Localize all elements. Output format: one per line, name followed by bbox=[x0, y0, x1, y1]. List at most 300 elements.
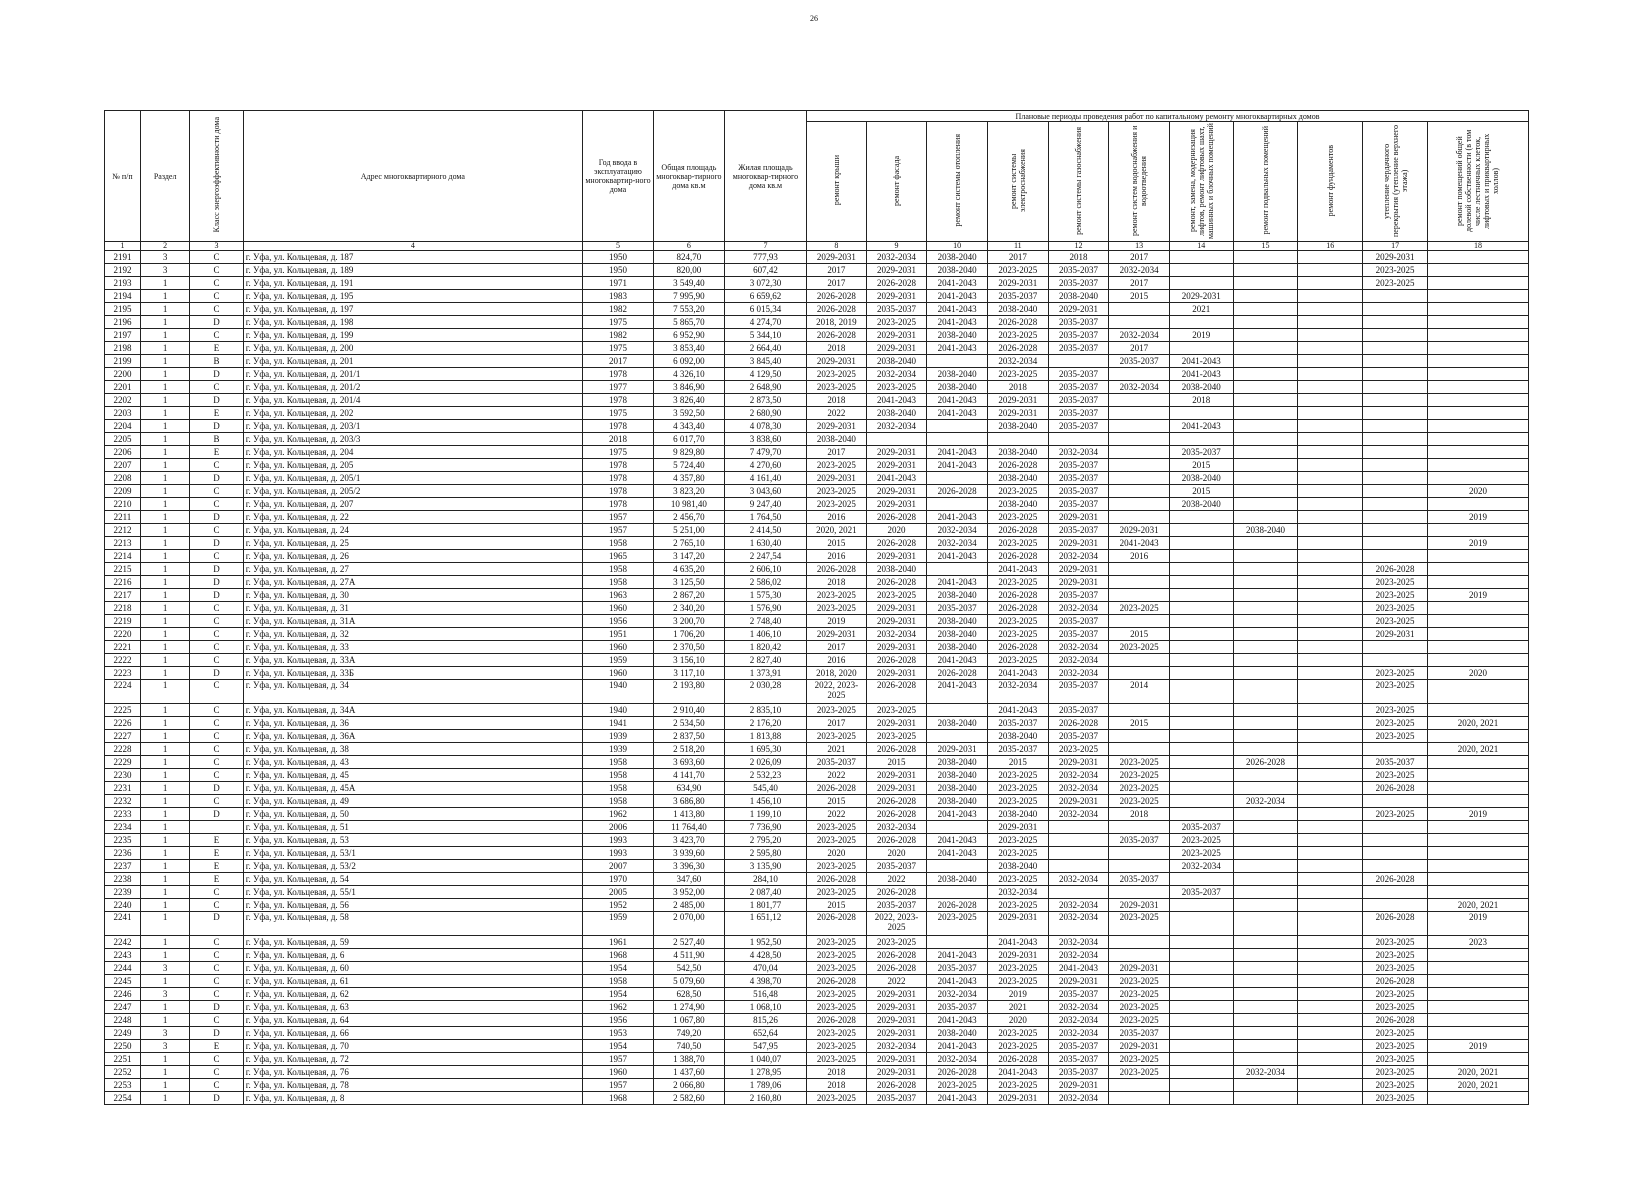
table-cell: 2247 bbox=[105, 1001, 141, 1014]
table-cell: 2041-2043 bbox=[988, 936, 1049, 949]
table-cell: 2029-2031 bbox=[866, 485, 927, 498]
table-cell: 2029-2031 bbox=[1048, 537, 1109, 550]
table-cell bbox=[1363, 899, 1428, 912]
table-cell: 2018 bbox=[988, 381, 1049, 394]
table-cell: 2023-2025 bbox=[1048, 743, 1109, 756]
table-cell bbox=[927, 886, 988, 899]
table-cell: г. Уфа, ул. Кольцевая, д. 204 bbox=[243, 446, 582, 459]
header-col-6: Общая площадь многоквар-тирного дома кв.м bbox=[653, 111, 724, 242]
table-cell: 2023-2025 bbox=[988, 769, 1049, 782]
table-cell: 2023-2025 bbox=[1109, 912, 1170, 936]
header-supertitle: Плановые периоды проведения работ по капитальному ремонту многоквартирных домов bbox=[807, 111, 1529, 122]
table-cell: 1959 bbox=[583, 912, 654, 936]
table-cell: 2208 bbox=[105, 472, 141, 485]
table-cell: 2213 bbox=[105, 537, 141, 550]
table-cell bbox=[1169, 1066, 1233, 1079]
table-cell: г. Уфа, ул. Кольцевая, д. 207 bbox=[243, 498, 582, 511]
table-row bbox=[105, 912, 1529, 936]
table-cell: 1975 bbox=[583, 407, 654, 420]
table-cell bbox=[1048, 860, 1109, 873]
table-cell: 2023-2025 bbox=[988, 329, 1049, 342]
table-cell: 815,26 bbox=[724, 1014, 806, 1027]
table-cell: 2023-2025 bbox=[866, 704, 927, 717]
table-cell bbox=[1169, 795, 1233, 808]
table-cell: 2029-2031 bbox=[1048, 756, 1109, 769]
table-cell bbox=[1427, 886, 1528, 899]
table-cell: 2253 bbox=[105, 1079, 141, 1092]
table-cell: 2032-2034 bbox=[1048, 667, 1109, 680]
table-cell: 2020, 2021 bbox=[1427, 899, 1528, 912]
table-cell: г. Уфа, ул. Кольцевая, д. 205/1 bbox=[243, 472, 582, 485]
table-cell bbox=[1109, 730, 1170, 743]
table-cell: 1 040,07 bbox=[724, 1053, 806, 1066]
table-cell bbox=[1427, 251, 1528, 264]
table-cell: 2041-2043 bbox=[927, 407, 988, 420]
table-cell: 2038-2040 bbox=[866, 407, 927, 420]
table-cell: 2032-2034 bbox=[988, 355, 1049, 368]
table-cell bbox=[1109, 1079, 1170, 1092]
table-cell: 1 bbox=[140, 329, 189, 342]
table-cell: 2023-2025 bbox=[807, 1027, 867, 1040]
table-cell: 1 bbox=[140, 680, 189, 704]
table-cell: 2020, 2021 bbox=[1427, 1079, 1528, 1092]
table-cell: г. Уфа, ул. Кольцевая, д. 27А bbox=[243, 576, 582, 589]
table-row bbox=[105, 1027, 1529, 1040]
table-cell: 2019 bbox=[1427, 511, 1528, 524]
table-cell: 2038-2040 bbox=[988, 860, 1049, 873]
table-cell: 2038-2040 bbox=[866, 355, 927, 368]
table-cell: 9 247,40 bbox=[724, 498, 806, 511]
table-cell: 1 406,10 bbox=[724, 628, 806, 641]
table-cell: 2023-2025 bbox=[807, 498, 867, 511]
table-cell: D bbox=[190, 511, 243, 524]
table-cell: г. Уфа, ул. Кольцевая, д. 202 bbox=[243, 407, 582, 420]
table-cell: 2021 bbox=[807, 743, 867, 756]
table-cell: 2020, 2021 bbox=[1427, 743, 1528, 756]
table-cell bbox=[1233, 1079, 1298, 1092]
table-cell bbox=[1109, 654, 1170, 667]
table-cell bbox=[1363, 795, 1428, 808]
table-cell: 1982 bbox=[583, 329, 654, 342]
table-cell: C bbox=[190, 628, 243, 641]
table-cell bbox=[1427, 756, 1528, 769]
table-cell bbox=[1233, 975, 1298, 988]
table-cell: 1 bbox=[140, 615, 189, 628]
table-cell bbox=[1427, 860, 1528, 873]
table-row bbox=[105, 717, 1529, 730]
table-cell: 1 bbox=[140, 537, 189, 550]
table-cell bbox=[1169, 407, 1233, 420]
table-cell: 2038-2040 bbox=[927, 329, 988, 342]
table-row bbox=[105, 641, 1529, 654]
table-row bbox=[105, 847, 1529, 860]
table-row bbox=[105, 1066, 1529, 1079]
table-cell: 2195 bbox=[105, 303, 141, 316]
table-cell: 1 bbox=[140, 912, 189, 936]
table-cell bbox=[1363, 459, 1428, 472]
table-cell: г. Уфа, ул. Кольцевая, д. 201/1 bbox=[243, 368, 582, 381]
table-cell: 2041-2043 bbox=[927, 975, 988, 988]
table-cell bbox=[1233, 446, 1298, 459]
table-cell: г. Уфа, ул. Кольцевая, д. 201/2 bbox=[243, 381, 582, 394]
table-cell: г. Уфа, ул. Кольцевая, д. 76 bbox=[243, 1066, 582, 1079]
table-cell bbox=[1298, 511, 1363, 524]
table-cell: 2029-2031 bbox=[807, 251, 867, 264]
table-cell: г. Уфа, ул. Кольцевая, д. 62 bbox=[243, 988, 582, 1001]
table-cell: 2035-2037 bbox=[1048, 459, 1109, 472]
table-cell: 2018 bbox=[1048, 251, 1109, 264]
table-cell: 1 bbox=[140, 550, 189, 563]
table-cell bbox=[1363, 550, 1428, 563]
table-cell: 1960 bbox=[583, 641, 654, 654]
table-cell: D bbox=[190, 1001, 243, 1014]
table-cell: 1 952,50 bbox=[724, 936, 806, 949]
table-cell: 1 bbox=[140, 756, 189, 769]
table-cell: 2035-2037 bbox=[927, 962, 988, 975]
table-cell bbox=[1233, 485, 1298, 498]
table-cell: 1958 bbox=[583, 795, 654, 808]
table-cell bbox=[1169, 873, 1233, 886]
table-cell bbox=[1298, 899, 1363, 912]
table-cell: 1 820,42 bbox=[724, 641, 806, 654]
table-cell bbox=[927, 730, 988, 743]
table-cell: C bbox=[190, 756, 243, 769]
table-cell: 2023-2025 bbox=[807, 602, 867, 615]
table-cell bbox=[1427, 563, 1528, 576]
table-cell: 2038-2040 bbox=[927, 381, 988, 394]
table-cell: 2019 bbox=[988, 988, 1049, 1001]
table-cell: 2026-2028 bbox=[807, 873, 867, 886]
table-cell: 5 251,00 bbox=[653, 524, 724, 537]
table-cell bbox=[1233, 1053, 1298, 1066]
table-cell bbox=[1427, 576, 1528, 589]
table-cell: г. Уфа, ул. Кольцевая, д. 61 bbox=[243, 975, 582, 988]
table-cell: 2038-2040 bbox=[927, 615, 988, 628]
table-cell: 2038-2040 bbox=[988, 730, 1049, 743]
table-cell: 2032-2034 bbox=[1048, 446, 1109, 459]
table-cell bbox=[1298, 886, 1363, 899]
table-cell: 3 043,60 bbox=[724, 485, 806, 498]
table-row bbox=[105, 524, 1529, 537]
table-cell: 2029-2031 bbox=[1109, 524, 1170, 537]
table-cell: 1 437,60 bbox=[653, 1066, 724, 1079]
table-cell: 1970 bbox=[583, 873, 654, 886]
table-cell: 2020, 2021 bbox=[807, 524, 867, 537]
table-cell: 2035-2037 bbox=[1048, 615, 1109, 628]
table-cell: 1950 bbox=[583, 264, 654, 277]
table-cell bbox=[1427, 821, 1528, 834]
table-cell: 1 bbox=[140, 433, 189, 446]
table-cell: 2029-2031 bbox=[866, 1014, 927, 1027]
table-cell: 2032-2034 bbox=[1048, 1092, 1109, 1105]
table-cell bbox=[1298, 446, 1363, 459]
table-cell: г. Уфа, ул. Кольцевая, д. 24 bbox=[243, 524, 582, 537]
table-cell: 2035-2037 bbox=[866, 1092, 927, 1105]
table-cell: г. Уфа, ул. Кольцевая, д. 25 bbox=[243, 537, 582, 550]
table-cell: 2022, 2023-2025 bbox=[866, 912, 927, 936]
table-cell: 1 706,20 bbox=[653, 628, 724, 641]
table-cell bbox=[1298, 1053, 1363, 1066]
table-cell: 1 bbox=[140, 1092, 189, 1105]
table-cell: 2026-2028 bbox=[988, 524, 1049, 537]
table-cell bbox=[1109, 847, 1170, 860]
table-cell: 2020 bbox=[807, 847, 867, 860]
table-cell: C bbox=[190, 743, 243, 756]
column-number: 12 bbox=[1048, 242, 1109, 251]
table-cell bbox=[1233, 511, 1298, 524]
table-cell: 2023-2025 bbox=[988, 1027, 1049, 1040]
table-cell: 1 bbox=[140, 1001, 189, 1014]
table-cell bbox=[1233, 743, 1298, 756]
table-cell: 2038-2040 bbox=[927, 873, 988, 886]
table-cell: 2029-2031 bbox=[1109, 899, 1170, 912]
table-row bbox=[105, 511, 1529, 524]
table-cell: 2251 bbox=[105, 1053, 141, 1066]
table-cell: г. Уфа, ул. Кольцевая, д. 45 bbox=[243, 769, 582, 782]
table-cell bbox=[1169, 949, 1233, 962]
table-cell bbox=[1233, 329, 1298, 342]
table-cell: г. Уфа, ул. Кольцевая, д. 33 bbox=[243, 641, 582, 654]
table-cell: C bbox=[190, 602, 243, 615]
table-cell: E bbox=[190, 860, 243, 873]
table-cell: 2032-2034 bbox=[1048, 936, 1109, 949]
table-cell: 1 068,10 bbox=[724, 1001, 806, 1014]
table-cell: 2023-2025 bbox=[807, 1001, 867, 1014]
table-cell: 2023-2025 bbox=[988, 834, 1049, 847]
table-cell bbox=[1298, 1014, 1363, 1027]
table-cell: 2038-2040 bbox=[1233, 524, 1298, 537]
table-cell: 2023-2025 bbox=[988, 264, 1049, 277]
table-cell bbox=[1233, 472, 1298, 485]
table-cell bbox=[1298, 277, 1363, 290]
table-cell: 2041-2043 bbox=[927, 949, 988, 962]
table-cell: г. Уфа, ул. Кольцевая, д. 200 bbox=[243, 342, 582, 355]
table-cell: 2192 bbox=[105, 264, 141, 277]
table-cell: 2038-2040 bbox=[988, 808, 1049, 821]
table-cell: 2041-2043 bbox=[927, 654, 988, 667]
table-row bbox=[105, 860, 1529, 873]
table-cell bbox=[1298, 756, 1363, 769]
table-cell bbox=[1169, 264, 1233, 277]
table-cell: 2035-2037 bbox=[1048, 628, 1109, 641]
table-cell: 740,50 bbox=[653, 1040, 724, 1053]
table-cell: 2210 bbox=[105, 498, 141, 511]
table-cell: C bbox=[190, 290, 243, 303]
table-cell: 2023-2025 bbox=[988, 654, 1049, 667]
table-cell: 2023-2025 bbox=[1109, 795, 1170, 808]
table-cell: 2252 bbox=[105, 1066, 141, 1079]
table-cell: 2041-2043 bbox=[927, 550, 988, 563]
table-cell: 824,70 bbox=[653, 251, 724, 264]
table-cell bbox=[1298, 1066, 1363, 1079]
table-cell: 2023-2025 bbox=[1363, 936, 1428, 949]
table-cell: 1951 bbox=[583, 628, 654, 641]
table-cell: E bbox=[190, 342, 243, 355]
table-row bbox=[105, 1014, 1529, 1027]
table-cell: 2 070,00 bbox=[653, 912, 724, 936]
table-cell: 652,64 bbox=[724, 1027, 806, 1040]
table-cell bbox=[1363, 472, 1428, 485]
table-cell: D bbox=[190, 589, 243, 602]
table-cell: 2029-2031 bbox=[866, 769, 927, 782]
table-cell: 2023-2025 bbox=[1363, 277, 1428, 290]
table-cell: C bbox=[190, 615, 243, 628]
header-col-8: ремонт крыши bbox=[807, 122, 867, 242]
table-cell: г. Уфа, ул. Кольцевая, д. 58 bbox=[243, 912, 582, 936]
table-cell bbox=[1427, 602, 1528, 615]
table-cell: 2029-2031 bbox=[866, 264, 927, 277]
table-cell bbox=[1048, 821, 1109, 834]
table-cell: 2041-2043 bbox=[1169, 368, 1233, 381]
table-cell: 1 bbox=[140, 303, 189, 316]
table-row bbox=[105, 628, 1529, 641]
table-cell: г. Уфа, ул. Кольцевая, д. 8 bbox=[243, 1092, 582, 1105]
table-cell bbox=[1298, 550, 1363, 563]
table-cell: 547,95 bbox=[724, 1040, 806, 1053]
table-cell: 2023-2025 bbox=[1363, 1040, 1428, 1053]
table-cell: 1978 bbox=[583, 472, 654, 485]
table-cell bbox=[1298, 524, 1363, 537]
table-cell bbox=[1363, 446, 1428, 459]
table-cell bbox=[1233, 251, 1298, 264]
table-cell bbox=[1298, 537, 1363, 550]
table-cell bbox=[1109, 576, 1170, 589]
table-cell bbox=[1363, 834, 1428, 847]
table-cell: 1978 bbox=[583, 368, 654, 381]
table-cell bbox=[1298, 962, 1363, 975]
table-cell: 2026-2028 bbox=[1363, 912, 1428, 936]
table-cell: 2193 bbox=[105, 277, 141, 290]
table-cell bbox=[1169, 251, 1233, 264]
table-cell bbox=[1427, 433, 1528, 446]
header-col-15: ремонт подвальных помещений bbox=[1233, 122, 1298, 242]
table-cell: 2 030,28 bbox=[724, 680, 806, 704]
table-cell: E bbox=[190, 446, 243, 459]
table-cell: г. Уфа, ул. Кольцевая, д. 36А bbox=[243, 730, 582, 743]
table-cell: 2029-2031 bbox=[988, 394, 1049, 407]
table-cell: 2234 bbox=[105, 821, 141, 834]
table-cell: 2032-2034 bbox=[927, 524, 988, 537]
table-row bbox=[105, 1079, 1529, 1092]
table-cell: 2023-2025 bbox=[807, 459, 867, 472]
table-cell: 2026-2028 bbox=[927, 899, 988, 912]
table-cell bbox=[1109, 368, 1170, 381]
table-cell: 2035-2037 bbox=[866, 303, 927, 316]
table-cell: 1957 bbox=[583, 1079, 654, 1092]
table-row bbox=[105, 277, 1529, 290]
table-cell bbox=[1233, 459, 1298, 472]
table-cell: 2246 bbox=[105, 988, 141, 1001]
table-cell: 2032-2034 bbox=[1048, 602, 1109, 615]
table-cell: 1 bbox=[140, 834, 189, 847]
table-row bbox=[105, 743, 1529, 756]
table-row bbox=[105, 459, 1529, 472]
table-cell bbox=[1298, 485, 1363, 498]
table-cell bbox=[1233, 537, 1298, 550]
page-number: 26 bbox=[810, 14, 818, 23]
header-col-2: Раздел bbox=[140, 111, 189, 242]
column-number: 8 bbox=[807, 242, 867, 251]
table-cell bbox=[1169, 1001, 1233, 1014]
table-cell: 2038-2040 bbox=[927, 717, 988, 730]
table-cell: 1 bbox=[140, 368, 189, 381]
table-row bbox=[105, 821, 1529, 834]
table-cell: 2 176,20 bbox=[724, 717, 806, 730]
table-cell: 2032-2034 bbox=[1233, 795, 1298, 808]
table-cell bbox=[1169, 1053, 1233, 1066]
table-cell: 4 343,40 bbox=[653, 420, 724, 433]
table-cell: 2032-2034 bbox=[1048, 1027, 1109, 1040]
table-cell bbox=[1427, 329, 1528, 342]
table-cell: 2023-2025 bbox=[1363, 988, 1428, 1001]
table-cell bbox=[1427, 472, 1528, 485]
table-cell: 2 518,20 bbox=[653, 743, 724, 756]
table-cell: 2223 bbox=[105, 667, 141, 680]
table-cell bbox=[1169, 1027, 1233, 1040]
table-cell: 2006 bbox=[583, 821, 654, 834]
table-cell: 2026-2028 bbox=[1363, 563, 1428, 576]
table-cell: 2032-2034 bbox=[1048, 769, 1109, 782]
table-cell: C bbox=[190, 329, 243, 342]
table-cell: 2023-2025 bbox=[1363, 808, 1428, 821]
table-cell: 2022 bbox=[807, 407, 867, 420]
table-cell: 1954 bbox=[583, 988, 654, 1001]
table-cell: C bbox=[190, 949, 243, 962]
column-number: 18 bbox=[1427, 242, 1528, 251]
table-header bbox=[105, 111, 1529, 251]
table-row bbox=[105, 1001, 1529, 1014]
column-number: 9 bbox=[866, 242, 927, 251]
table-cell: 2041-2043 bbox=[927, 1040, 988, 1053]
table-cell: г. Уфа, ул. Кольцевая, д. 205 bbox=[243, 459, 582, 472]
table-cell bbox=[1233, 899, 1298, 912]
column-number-row bbox=[105, 242, 1529, 251]
table-cell: г. Уфа, ул. Кольцевая, д. 70 bbox=[243, 1040, 582, 1053]
table-cell bbox=[1298, 303, 1363, 316]
table-row bbox=[105, 368, 1529, 381]
table-cell: 2023-2025 bbox=[1363, 1053, 1428, 1066]
table-cell: 2236 bbox=[105, 847, 141, 860]
table-cell bbox=[927, 498, 988, 511]
table-cell: 2017 bbox=[1109, 342, 1170, 355]
table-cell: 2041-2043 bbox=[988, 704, 1049, 717]
table-cell: 2019 bbox=[1427, 808, 1528, 821]
table-cell: 3 bbox=[140, 962, 189, 975]
table-cell bbox=[1048, 433, 1109, 446]
table-cell: 2230 bbox=[105, 769, 141, 782]
table-cell bbox=[927, 860, 988, 873]
table-cell: 2194 bbox=[105, 290, 141, 303]
table-cell: 2029-2031 bbox=[1363, 628, 1428, 641]
table-cell bbox=[927, 936, 988, 949]
table-cell bbox=[1169, 769, 1233, 782]
table-cell: 2196 bbox=[105, 316, 141, 329]
table-cell: 2029-2031 bbox=[1048, 576, 1109, 589]
table-cell bbox=[1427, 873, 1528, 886]
table-cell: 2019 bbox=[1427, 912, 1528, 936]
table-cell bbox=[1363, 847, 1428, 860]
table-cell: 2205 bbox=[105, 433, 141, 446]
table-cell bbox=[1169, 511, 1233, 524]
table-cell: г. Уфа, ул. Кольцевая, д. 66 bbox=[243, 1027, 582, 1040]
table-cell: 2029-2031 bbox=[1169, 290, 1233, 303]
table-cell bbox=[988, 433, 1049, 446]
table-cell: 2021 bbox=[1169, 303, 1233, 316]
table-cell: 2041-2043 bbox=[927, 446, 988, 459]
table-cell bbox=[1169, 1014, 1233, 1027]
table-cell: 2029-2031 bbox=[927, 743, 988, 756]
table-row bbox=[105, 795, 1529, 808]
